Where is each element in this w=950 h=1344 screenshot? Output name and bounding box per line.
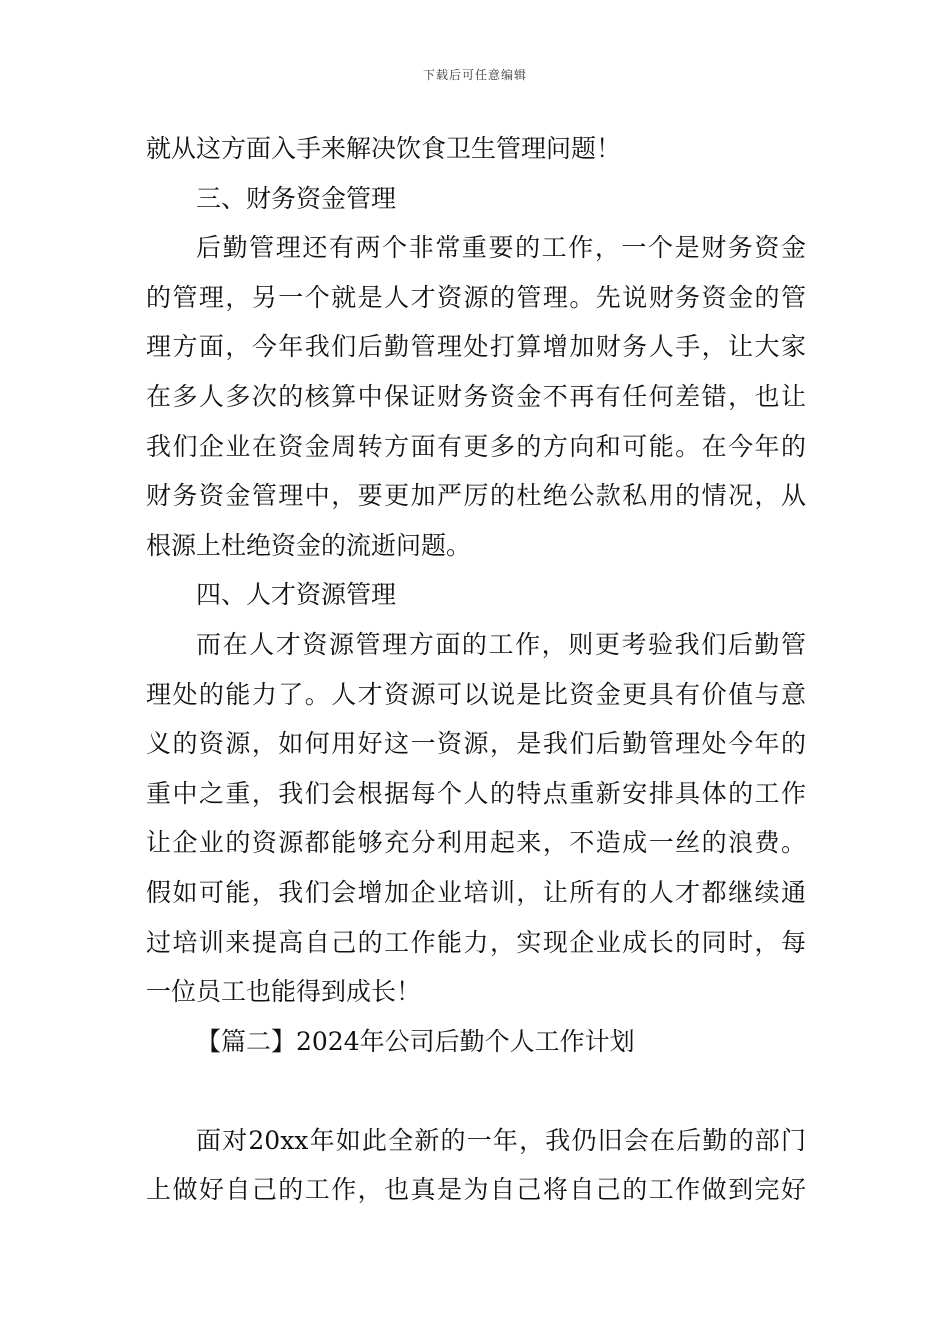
paragraph-line: 而在人才资源管理方面的工作，则更考验我们后勤管 bbox=[196, 629, 806, 659]
paragraph-line: 后勤管理还有两个非常重要的工作，一个是财务资金 bbox=[196, 233, 806, 263]
paragraph-line: 的管理，另一个就是人才资源的管理。先说财务资金的管 bbox=[146, 282, 806, 312]
paragraph-line: 重中之重，我们会根据每个人的特点重新安排具体的工作 bbox=[146, 778, 806, 808]
paragraph-line: 在多人多次的核算中保证财务资金不再有任何差错，也让 bbox=[146, 381, 806, 411]
paragraph-line: 面对20xx年如此全新的一年，我仍旧会在后勤的部门 bbox=[196, 1125, 806, 1155]
paragraph-line: 让企业的资源都能够充分利用起来，不造成一丝的浪费。 bbox=[146, 828, 806, 858]
paragraph-line: 理方面，今年我们后勤管理处打算增加财务人手，让大家 bbox=[146, 332, 806, 362]
paragraph-line: 就从这方面入手来解决饮食卫生管理问题！ bbox=[146, 134, 622, 163]
paragraph-line: 一位员工也能得到成长！ bbox=[146, 977, 422, 1007]
section-heading: 三、财务资金管理 bbox=[196, 183, 397, 213]
document-body bbox=[146, 124, 806, 1215]
paragraph-line: 假如可能，我们会增加企业培训，让所有的人才都继续通 bbox=[146, 877, 806, 907]
article-title: 【篇二】2024年公司后勤个人工作计划 bbox=[196, 1026, 635, 1056]
paragraph-line: 义的资源，如何用好这一资源，是我们后勤管理处今年的 bbox=[146, 729, 806, 759]
paragraph-line: 我们企业在资金周转方面有更多的方向和可能。在今年的 bbox=[146, 431, 806, 461]
paragraph-line: 上做好自己的工作，也真是为自己将自己的工作做到完好 bbox=[146, 1175, 806, 1205]
paragraph-line: 过培训来提高自己的工作能力，实现企业成长的同时，每 bbox=[146, 927, 806, 957]
paragraph-line: 理处的能力了。人才资源可以说是比资金更具有价值与意 bbox=[146, 679, 806, 709]
blank-line bbox=[146, 1066, 806, 1116]
page-header: 下载后可任意编辑 bbox=[422, 68, 527, 82]
paragraph-line: 根源上杜绝资金的流逝问题。 bbox=[146, 530, 472, 560]
section-heading: 四、人才资源管理 bbox=[196, 580, 397, 610]
paragraph-line: 财务资金管理中，要更加严厉的杜绝公款私用的情况，从 bbox=[146, 481, 806, 511]
